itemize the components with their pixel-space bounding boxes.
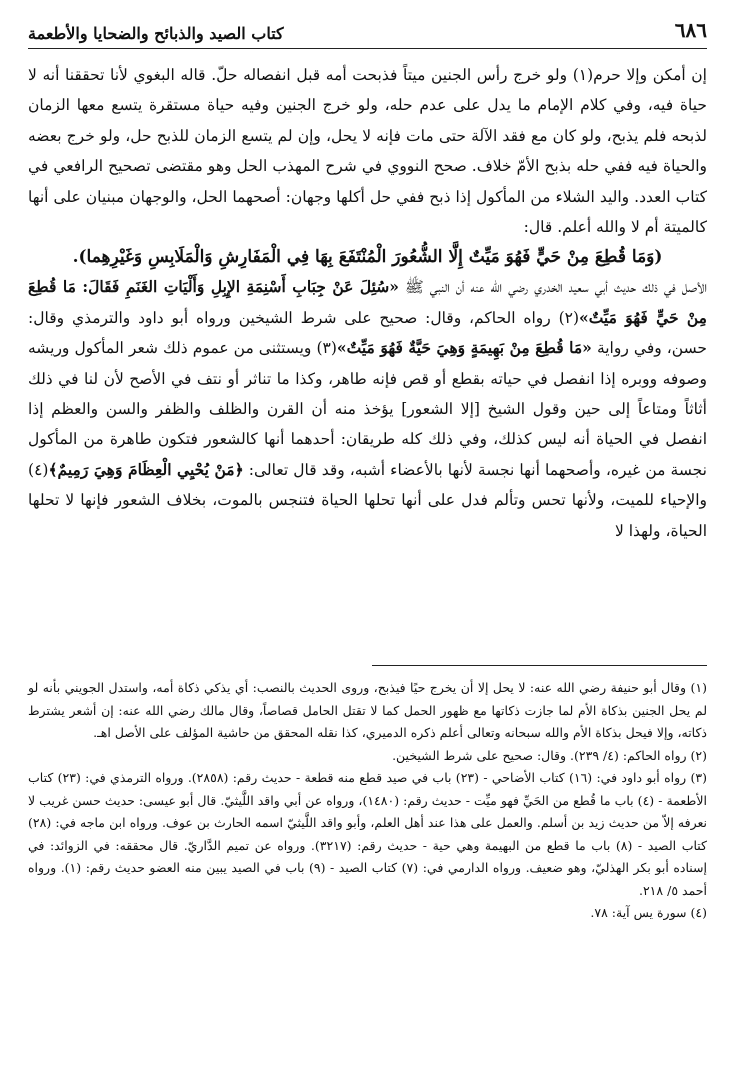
page-header (28, 18, 707, 49)
para2-text-c: (٣) ويستثنى من عموم ذلك شعر المأكول وريشه وصوفه ووبره إذا انفصل في حياته بقطع أو قص فإنه طاهر، وكذا ما تناثر أو نتف في الأصح لأن لنا في ذلك أثاثاً ومتاعاً إلى حين وقول الشيخ [إلا الشعور] يؤخذ منه أن القرن والظلف والظفر والسن والعظم إذا انفصل في الحياة أنه ليس كذلك، وفي ذلك كله طريقان: أحدهما أنها كالشعور فتكون طاهرة من المأكول نجسة من غيره، وأصحهما أنها نجسة لأنها بالأعضاء أشبه، وقد قال تعالى: (28, 339, 707, 479)
footnote-3: (٣) رواه أبو داود في: (١٦) كتاب الأضاحي - (٢٣) باب في صيد قطع منه قطعة - حديث رقم: (٢٨٥٨). ورواه الترمذي في: (٢٣) كتاب الأطعمة - (٤) باب ما قُطع من الحَيِّ فهو ميِّت - حديث رقم: (١٤٨٠)، ورواه عن أبي واقد اللَّيثيّ. قال أبو عيسى: حديث حسن غريب لا نعرفه إلاّ من حديث زيد بن أسلم. والعمل على هذا عند أهل العلم، وأبو واقد اللَّيثيّ اسمه الحارث بن عوف. ورواه ابن ماجه في: (٢٨) كتاب الصيد - (٨) باب ما قطع من البهيمة وهي حية - حديث رقم: (٣٢١٧). ورواه عن تميم الدَّاريّ. قال محققه: في الزوائد: في إسناده أبو بكر الهذليّ، وهو ضعيف. ورواه الدارمي في: (٧) كتاب الصيد - (٩) باب في الصيد يبين منه العضو حديث رقم: (١). ورواه أحمد ٥/ ٢١٨. (28, 770, 708, 898)
main-text (28, 60, 707, 546)
para2-text-a: الأصل في ذلك حديث أبي سعيد الخدري رضي الله عنه أن النبي ﷺ (405, 278, 707, 297)
hadith-quote-2: «مَا قُطِعَ مِنْ بَهِيمَةٍ وَهِيَ حَيَّةٌ فَهُوَ مَيِّتٌ» (336, 338, 592, 358)
footnote-1: (١) وقال أبو حنيفة رضي الله عنه: لا يحل إلا أن يخرج حيًا فيذبح، وروى الحديث بالنصب: أي يذكي ذكاة أمه، واستدل الجويني بأنه لو لم يحل الجنين بذكاة الأم لما جازت ذكاتها مع ظهور الحمل كما لا تقتل الحامل قصاصاً، وقال مالك رضي الله عنه: إن أشعر يشترط ذكاته، وإلا فيحل بذكاة الأم والله سبحانه وتعالى أعلم ذكره الدميري، كذا نقله المحقق من حاشية المؤلف على الأصل اهـ. (28, 680, 707, 740)
hadith-quote-1: «سُئِلَ عَنْ جِبَابِ أَسْنِمَةِ الإِبِلِ وَأَلْيَاتِ الغَنَمِ فَقَالَ: مَا قُطِعَ مِنْ حَيٍّ فَهُوَ مَيِّتٌ» (28, 277, 707, 327)
para2-text-b: (٢) رواه الحاكم، وقال: صحيح على شرط الشيخين ورواه أبو داود والترمذي وقال: حسن، وفي رواية (28, 308, 707, 358)
page-number: ٦٨٦ (674, 18, 707, 42)
matn-quote: (وَمَا قُطِعَ مِنْ حَيٍّ فَهُوَ مَيِّتٌ إِلَّا الشُّعُورَ الْمُنْتَفَعَ بِهَا فِي الْمَفَارِشِ وَالْمَلَابِسِ وَغَيْرِهِما). (72, 247, 663, 268)
quran-quote: ﴿مَنْ يُحْيِي الْعِظَامَ وَهِيَ رَمِيمٌ﴾ (48, 459, 244, 479)
paragraph-1: إن أمكن وإلا حرم(١) ولو خرج رأس الجنين ميتاً فذبحت أمه قبل انفصاله حلّ. قاله البغوي لأنا تحققنا أنه لا حياة فيه، وفي كلام الإمام ما يدل على عدم حله، ولو خرج الجنين وفيه حياة مستقرة يتسع معها الزمان لذبحه فلم يذبح، ولو كان مع فقد الآلة حتى مات فإنه لا يحل، وإن لم يتسع الزمان للذبح حل، ولو خرج بعضه والحياة فيه ففي حله بذبح الأمّ خلاف. صحح النووي في شرح المهذب الحل وهو مقتضى تصحيح الرافعي في كتاب العدد. واليد الشلاء من المأكول إذا ذبح ففي حل أكلها وجهان: أصحهما الحل، والوجهان مبنيان على أنها كالميتة أم لا والله أعلم. قال: (28, 66, 707, 237)
para2-text-d: (٤) والإحياء للميت، ولأنها تحس وتألم فدل على أنها تحلها الحياة فتنجس بالموت، بخلاف الشعور فإنها لا تحلها الحياة، ولهذا لا (28, 460, 707, 540)
footnote-divider (372, 665, 707, 666)
footnote-4: (٤) سورة يس آية: ٧٨. (590, 905, 707, 920)
paragraph-2 (28, 272, 707, 546)
running-title: كتاب الصيد والذبائح والضحايا والأطعمة (28, 24, 284, 43)
footnote-2: (٢) رواه الحاكم: (٤/ ٢٣٩). وقال: صحيح على شرط الشيخين. (392, 747, 707, 763)
footnotes (28, 677, 707, 925)
